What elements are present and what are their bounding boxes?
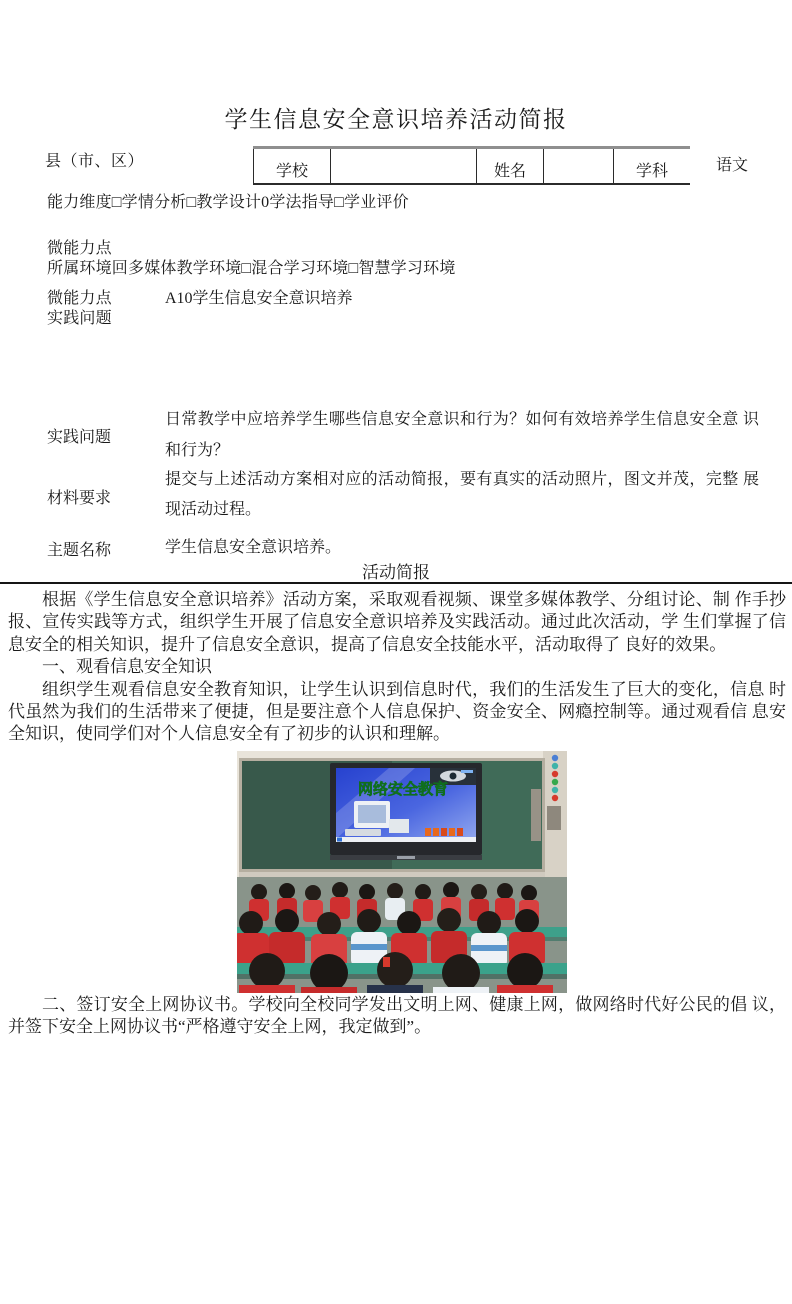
header-table bbox=[253, 146, 690, 185]
capability-dimension-line: 能力维度□学情分析□教学设计0学法指导□学业评价 bbox=[47, 194, 409, 211]
school-value-cell bbox=[330, 149, 476, 183]
info-row-label: 实践问题 bbox=[47, 428, 112, 446]
practice-question-small-label: 实践问题 bbox=[47, 310, 112, 327]
report-closing bbox=[8, 994, 786, 1039]
report-paragraph: 根据《学生信息安全意识培养》活动方案，采取观看视频、课堂多媒体教学、分组讨论、制 作手抄报、宣传实践等方式，组织学生开展了信息安全意识培养及实践活动。通过此次活动，学 生们掌握了信息安全的相关知识，提升了信息安全意识，提高了信息安全技能水平，活动取得了 良好的效果。 bbox=[8, 590, 786, 654]
report-paragraph: 组织学生观看信息安全教育知识，让学生认识到信息时代，我们的生活发生了巨大的变化，信息 时代虽然为我们的生活带来了便捷，但是要注意个人信息保护、资金安全、网瘾控制等。通过观看信 息安全知识，使同学们对个人信息安全有了初步的认识和理解。 bbox=[8, 679, 786, 744]
name-value-cell bbox=[543, 149, 613, 183]
subject-label-cell: 学科 bbox=[613, 149, 690, 183]
classroom-photo bbox=[237, 751, 567, 993]
section-divider bbox=[0, 582, 792, 584]
report-heading: 一、观看信息安全知识 bbox=[42, 657, 212, 677]
micro-point-label-1: 微能力点 bbox=[47, 240, 112, 257]
report-body bbox=[8, 589, 786, 746]
micro-point-label-2: 微能力点 bbox=[47, 290, 112, 307]
school-label-cell: 学校 bbox=[253, 149, 330, 183]
county-label: 县（市、区） bbox=[45, 153, 145, 170]
page-title: 学生信息安全意识培养活动简报 bbox=[224, 107, 568, 132]
info-row-content: 学生信息安全意识培养。 bbox=[165, 539, 342, 556]
report-section-title: 活动简报 bbox=[362, 563, 430, 582]
name-label-cell: 姓名 bbox=[476, 149, 543, 183]
subject-value: 语文 bbox=[716, 157, 749, 174]
info-row-content: 提交与上述活动方案相对应的活动简报，要有真实的活动照片，图文并茂，完整 展现活动过程。 bbox=[165, 471, 759, 518]
micro-point-value: A10学生信息安全意识培养 bbox=[165, 290, 353, 307]
info-row-label: 主题名称 bbox=[47, 541, 112, 559]
info-row-content: 日常教学中应培养学生哪些信息安全意识和行为？如何有效培养学生信息安全意 识和行为？ bbox=[165, 411, 759, 459]
info-row-label: 材料要求 bbox=[47, 489, 112, 507]
classroom-photo-graphic bbox=[237, 751, 567, 993]
report-paragraph: 二、签订安全上网协议书。学校向全校同学发出文明上网、健康上网，做网络时代好公民的倡 议，并签下安全上网协议书“严格遵守安全上网，我定做到”。 bbox=[8, 995, 786, 1037]
screen-title-text: 网络安全教育 bbox=[357, 782, 449, 798]
environment-line: 所属环境回多媒体教学环境□混合学习环境□智慧学习环境 bbox=[47, 260, 456, 277]
